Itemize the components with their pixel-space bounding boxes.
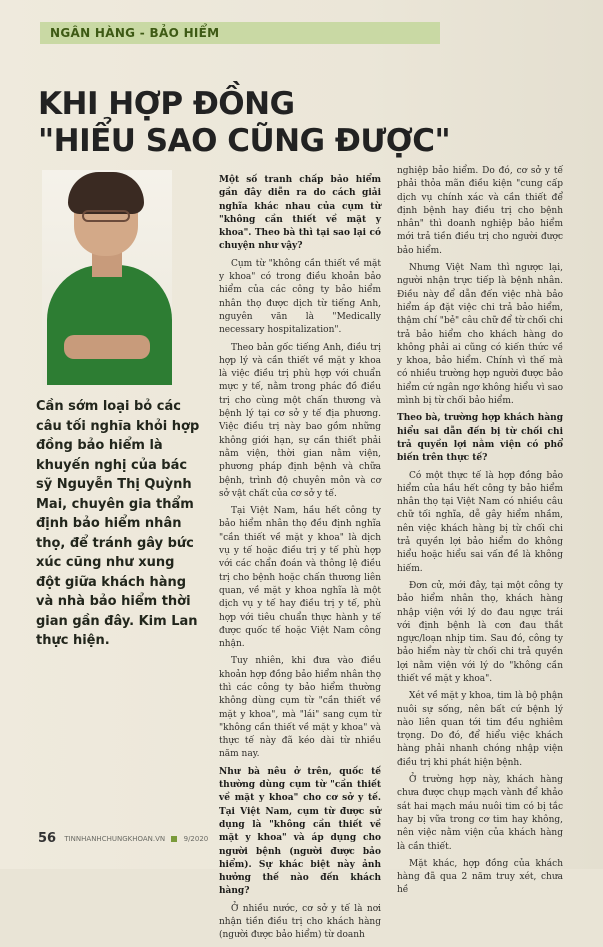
question-paragraph: Như bà nêu ở trên, quốc tế thường dùng cụm từ "cần thiết về mặt y khoa" cho cơ sở y tế. Tại Việt Nam, cụm từ được sử dụng là "không cần thiết về mặt y khoa" và áp dụng cho người bệnh (người được bảo hiểm). Sự khác biệt này ảnh hưởng thế nào đến khách hàng?: [219, 766, 381, 897]
article-column-3: [397, 165, 563, 902]
photo-glasses: [82, 210, 130, 222]
article-title: [38, 86, 568, 160]
question-paragraph: Một số tranh chấp bảo hiểm gần đây diễn ra do cách giải nghĩa khác nhau của cụm từ "không cần thiết về mặt y khoa". Theo bà thì tại sao lại có chuyện như vậy?: [219, 175, 381, 252]
body-paragraph: Tuy nhiên, khi đưa vào điều khoản hợp đồng bảo hiểm nhân thọ thì các công ty bảo hiểm thường không dùng cụm từ "cần thiết về mặt y khoa", mà "lái" sang cụm từ "không cần thiết về mặt y khoa" và thực tế này đã kéo dài từ nhiều năm nay.: [219, 656, 381, 760]
body-paragraph: Cụm từ "không cần thiết về mặt y khoa" có trong điều khoản bảo hiểm của các công ty bảo hiểm nhân thọ được dịch từ tiếng Anh, nguyên văn là "Medically necessary hospitalization".: [219, 258, 381, 336]
body-paragraph: Nhưng Việt Nam thì ngược lại, người nhận trực tiếp là bệnh nhân. Điều này để dẫn đến việc nhà bảo hiểm áp đặt việc chi trả bảo hiểm, thậm chí "bẻ" câu chữ để từ chối chi trả bảo hiểm cho khách hàng do không phải ai cũng có kiến thức về y khoa, bảo hiểm. Chính vì thế mà có nhiều trường hợp người được bảo hiểm cứ ngân ngơ không hiểu vì sao mình bị từ chối bảo hiểm.: [397, 263, 563, 407]
body-paragraph: Đơn cử, mới đây, tại một công ty bảo hiểm nhân thọ, khách hàng nhập viện với lý do đau ngực trái với định bệnh là cơn đau thắt ngực/loạn nhịp tim. Sau đó, công ty bảo hiểm này từ chối chi trả quyền lợi nằm viện với lý do "không cần thiết về mặt y khoa".: [397, 580, 563, 684]
body-paragraph: Tại Việt Nam, hầu hết công ty bảo hiểm nhân thọ đều định nghĩa "cần thiết về mặt y khoa" là dịch vụ y tế hoặc điều trị y tế phù hợp với các chẩn đoán và thông lệ điều trị cho bệnh hoặc chấn thương liên quan, về mặt y khoa nghĩa là một dịch vụ y tế hay điều trị y tế, phù hợp với tiêu chuẩn thực hành y tế được quốc tế hoặc Việt Nam công nhận.: [219, 506, 381, 650]
body-paragraph: Xét về mặt y khoa, tim là bộ phận nuôi sự sống, nên bất cứ bệnh lý nào liên quan tới tim đều nghiêm trọng. Do đó, để hiểu việc khách hàng phải nhanh chóng nhập viện điều trị khi phát hiện bệnh.: [397, 691, 563, 768]
title-line-1: KHI HỢP ĐỒNG: [38, 86, 295, 122]
photo-hair: [68, 172, 144, 214]
article-column-2: [219, 174, 381, 947]
footer-date: 9/2020: [183, 835, 209, 843]
footer-site: TINNHANHCHUNGKHOAN.VN: [64, 835, 166, 843]
interviewee-photo: [42, 170, 172, 385]
body-paragraph: nghiệp bảo hiểm. Do đó, cơ sở y tế phải thỏa mãn điều kiện "cung cấp dịch vụ chính xác và cần thiết để định bệnh hay điều trị cho bệnh nhân" thì doanh nghiệp bảo hiểm mới trả tiền điều trị cho người được bảo hiểm.: [397, 166, 563, 256]
body-paragraph: Có một thực tế là hợp đồng bảo hiểm của hầu hết công ty bảo hiểm nhân thọ tại Việt Nam có nhiều câu chữ tối nghĩa, dễ gây hiểm nhầm, nên việc khách hàng bị từ chối chi trả quyền lợi bảo hiểm do không hiểu hoặc hiểu sai vấn đề là không hiếm.: [397, 470, 563, 574]
body-paragraph: Ở nhiều nước, cơ sở y tế là nơi nhận tiền điều trị cho khách hàng (người được bảo hiểm) từ doanh: [219, 903, 381, 941]
footer-dot-icon: [171, 836, 177, 842]
page-number: 56: [38, 831, 57, 846]
photo-arm: [64, 335, 150, 359]
body-paragraph: Mặt khác, hợp đồng của khách hàng đã qua 2 năm truy xét, chưa hề: [397, 858, 563, 896]
page-footer: [38, 832, 538, 846]
question-paragraph: Theo bà, trường hợp khách hàng hiểu sai dẫn đến bị từ chối chi trả quyền lợi nằm viện có phổ biến trên thực tế?: [397, 413, 563, 464]
body-paragraph: Ở trường hợp này, khách hàng chưa được chụp mạch vành để khảo sát hai mạch máu nuôi tim có bị tắc hay bị vữa trong cơ tim hay không, nên việc nằm viện của khách hàng là cần thiết.: [397, 775, 563, 852]
photo-shirt: [47, 265, 172, 385]
article-intro: Cần sớm loại bỏ các câu tối nghĩa khỏi hợp đồng bảo hiểm là khuyến nghị của bác sỹ Nguyễn Thị Quỳnh Mai, chuyên gia thẩm định bảo hiểm nhân thọ, để tránh gây bức xúc cũng như xung đột giữa khách hàng và nhà bảo hiểm thời gian gần đây. Kim Lan thực hiện.: [36, 399, 200, 648]
section-label: NGÂN HÀNG - BẢO HIỂM: [40, 22, 440, 44]
title-line-2: "HIỂU SAO CŨNG ĐƯỢC": [38, 123, 451, 159]
body-paragraph: Theo bản gốc tiếng Anh, điều trị hợp lý và cần thiết về mặt y khoa là việc điều trị phù hợp với chuẩn mực y tế, nằm trong phác đồ điều trị cho cùng một chấn thương và bệnh lý tại cơ sở y tế địa phương. Việc điều trị này bao gồm những không giới hạn, sự cần thiết phải nằm viện, thời gian nằm viện, phương pháp định bệnh và chữa bệnh, trình độ chuyên môn và cơ sở vật chất của cơ sở y tế.: [219, 342, 381, 499]
